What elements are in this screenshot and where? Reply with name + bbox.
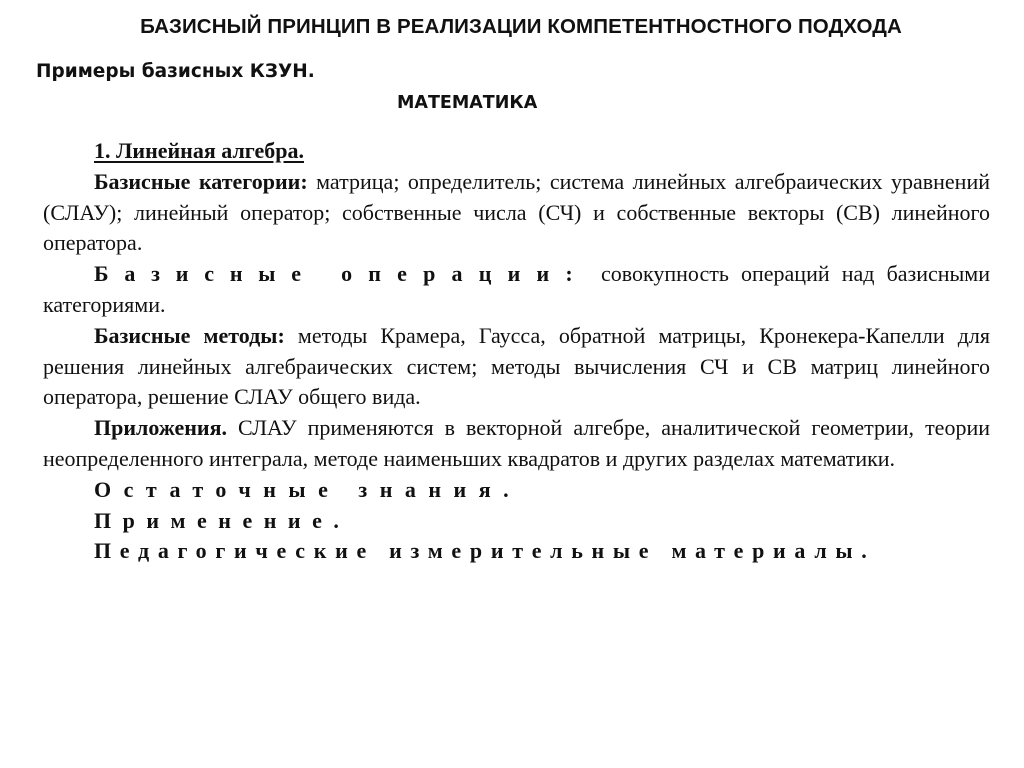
operations-paragraph [43, 259, 990, 321]
document-body [43, 136, 990, 567]
residual-knowledge: Остаточные знания. [94, 476, 522, 502]
categories-paragraph [43, 167, 990, 259]
application-label: Применение. [94, 507, 351, 533]
categories-label: Базисные категории: [94, 168, 308, 194]
section-title-paragraph [43, 136, 990, 167]
applications-paragraph [43, 413, 990, 475]
methods-paragraph [43, 321, 990, 413]
operations-label-part2: операции: [341, 261, 589, 287]
section-title: 1. Линейная алгебра. [94, 138, 304, 163]
operations-text: совокупность операций над базисными категориями. [43, 261, 990, 317]
categories-text: матрица; определитель; система линейных алгебраических уравнений (СЛАУ); линейный оператор; собственные числа (СЧ) и собственные векторы (СВ) линейного оператора. [43, 168, 990, 256]
residual-knowledge-paragraph [43, 475, 990, 506]
slide-title: БАЗИСНЫЙ ПРИНЦИП В РЕАЛИЗАЦИИ КОМПЕТЕНТНОСТНОГО ПОДХОДА [140, 15, 902, 38]
application-paragraph [43, 506, 990, 537]
slide-subtitle: Примеры базисных КЗУН. [36, 61, 315, 82]
pedagogical-materials-paragraph [43, 536, 990, 567]
methods-text: методы Крамера, Гаусса, обратной матрицы, Кронекера-Капелли для решения линейных алгебраических систем; методы вычисления СЧ и СВ матриц линейного оператора, решение СЛАУ общего вида. [43, 322, 990, 410]
methods-label: Базисные методы: [94, 322, 285, 348]
applications-label: Приложения. [94, 415, 227, 441]
subject-heading: МАТЕМАТИКА [397, 93, 538, 113]
operations-label-part1: Базисные [94, 261, 317, 287]
applications-text: СЛАУ применяются в векторной алгебре, аналитической геометрии, теории неопределенного интеграла, методе наименьших квадратов и других разделах математики. [43, 415, 990, 471]
pedagogical-materials: Педагогические измерительные материалы. [94, 538, 876, 564]
